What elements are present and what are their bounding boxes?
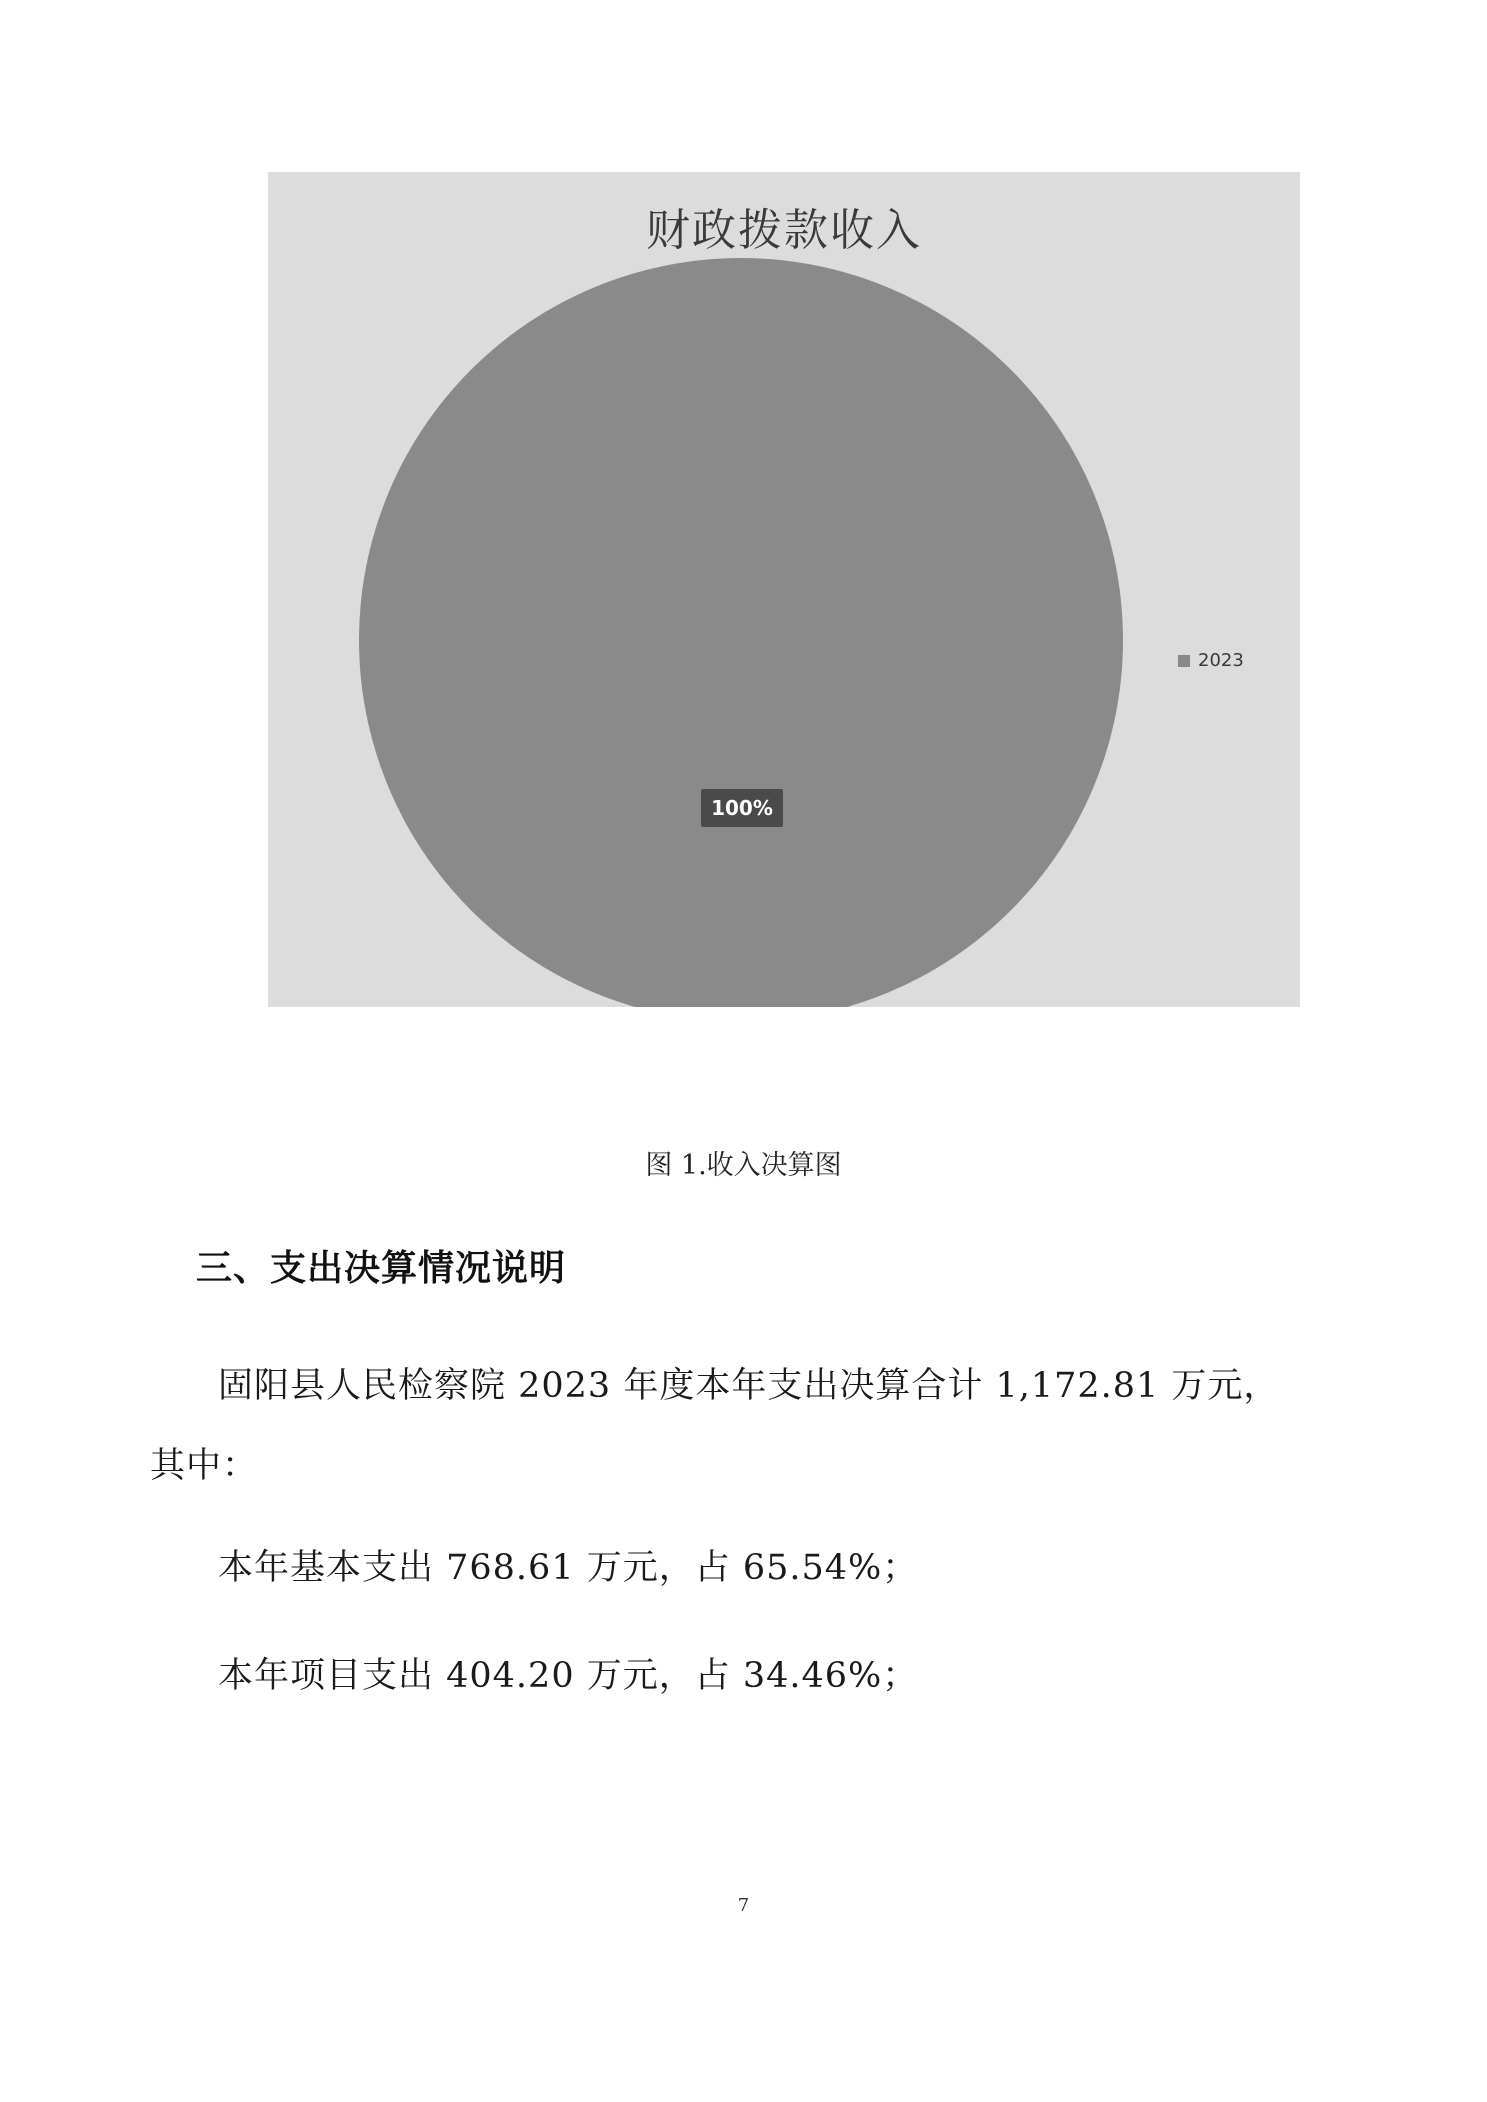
legend-label: 2023	[1198, 650, 1244, 671]
figure-caption: 图 1.收入决算图	[645, 1150, 842, 1181]
paragraph-total-expenditure-continued: 其中：	[150, 1446, 259, 1486]
chart-legend	[1178, 650, 1244, 671]
legend-swatch	[1178, 655, 1190, 667]
page-number: 7	[737, 1895, 750, 1916]
chart-title: 财政拨款收入	[646, 205, 922, 256]
pie-chart-svg	[268, 172, 1300, 1007]
paragraph-basic-expenditure: 本年基本支出 768.61 万元，占 65.54%；	[218, 1548, 919, 1588]
section-heading: 三、支出决算情况说明	[196, 1248, 567, 1289]
paragraph-project-expenditure: 本年项目支出 404.20 万元，占 34.46%；	[218, 1656, 919, 1696]
pie-slice-2023	[359, 258, 1123, 1007]
pie-data-label: 100%	[701, 789, 783, 827]
paragraph-total-expenditure: 固阳县人民检察院 2023 年度本年支出决算合计 1,172.81 万元，	[218, 1366, 1280, 1406]
pie-chart	[268, 172, 1300, 1007]
